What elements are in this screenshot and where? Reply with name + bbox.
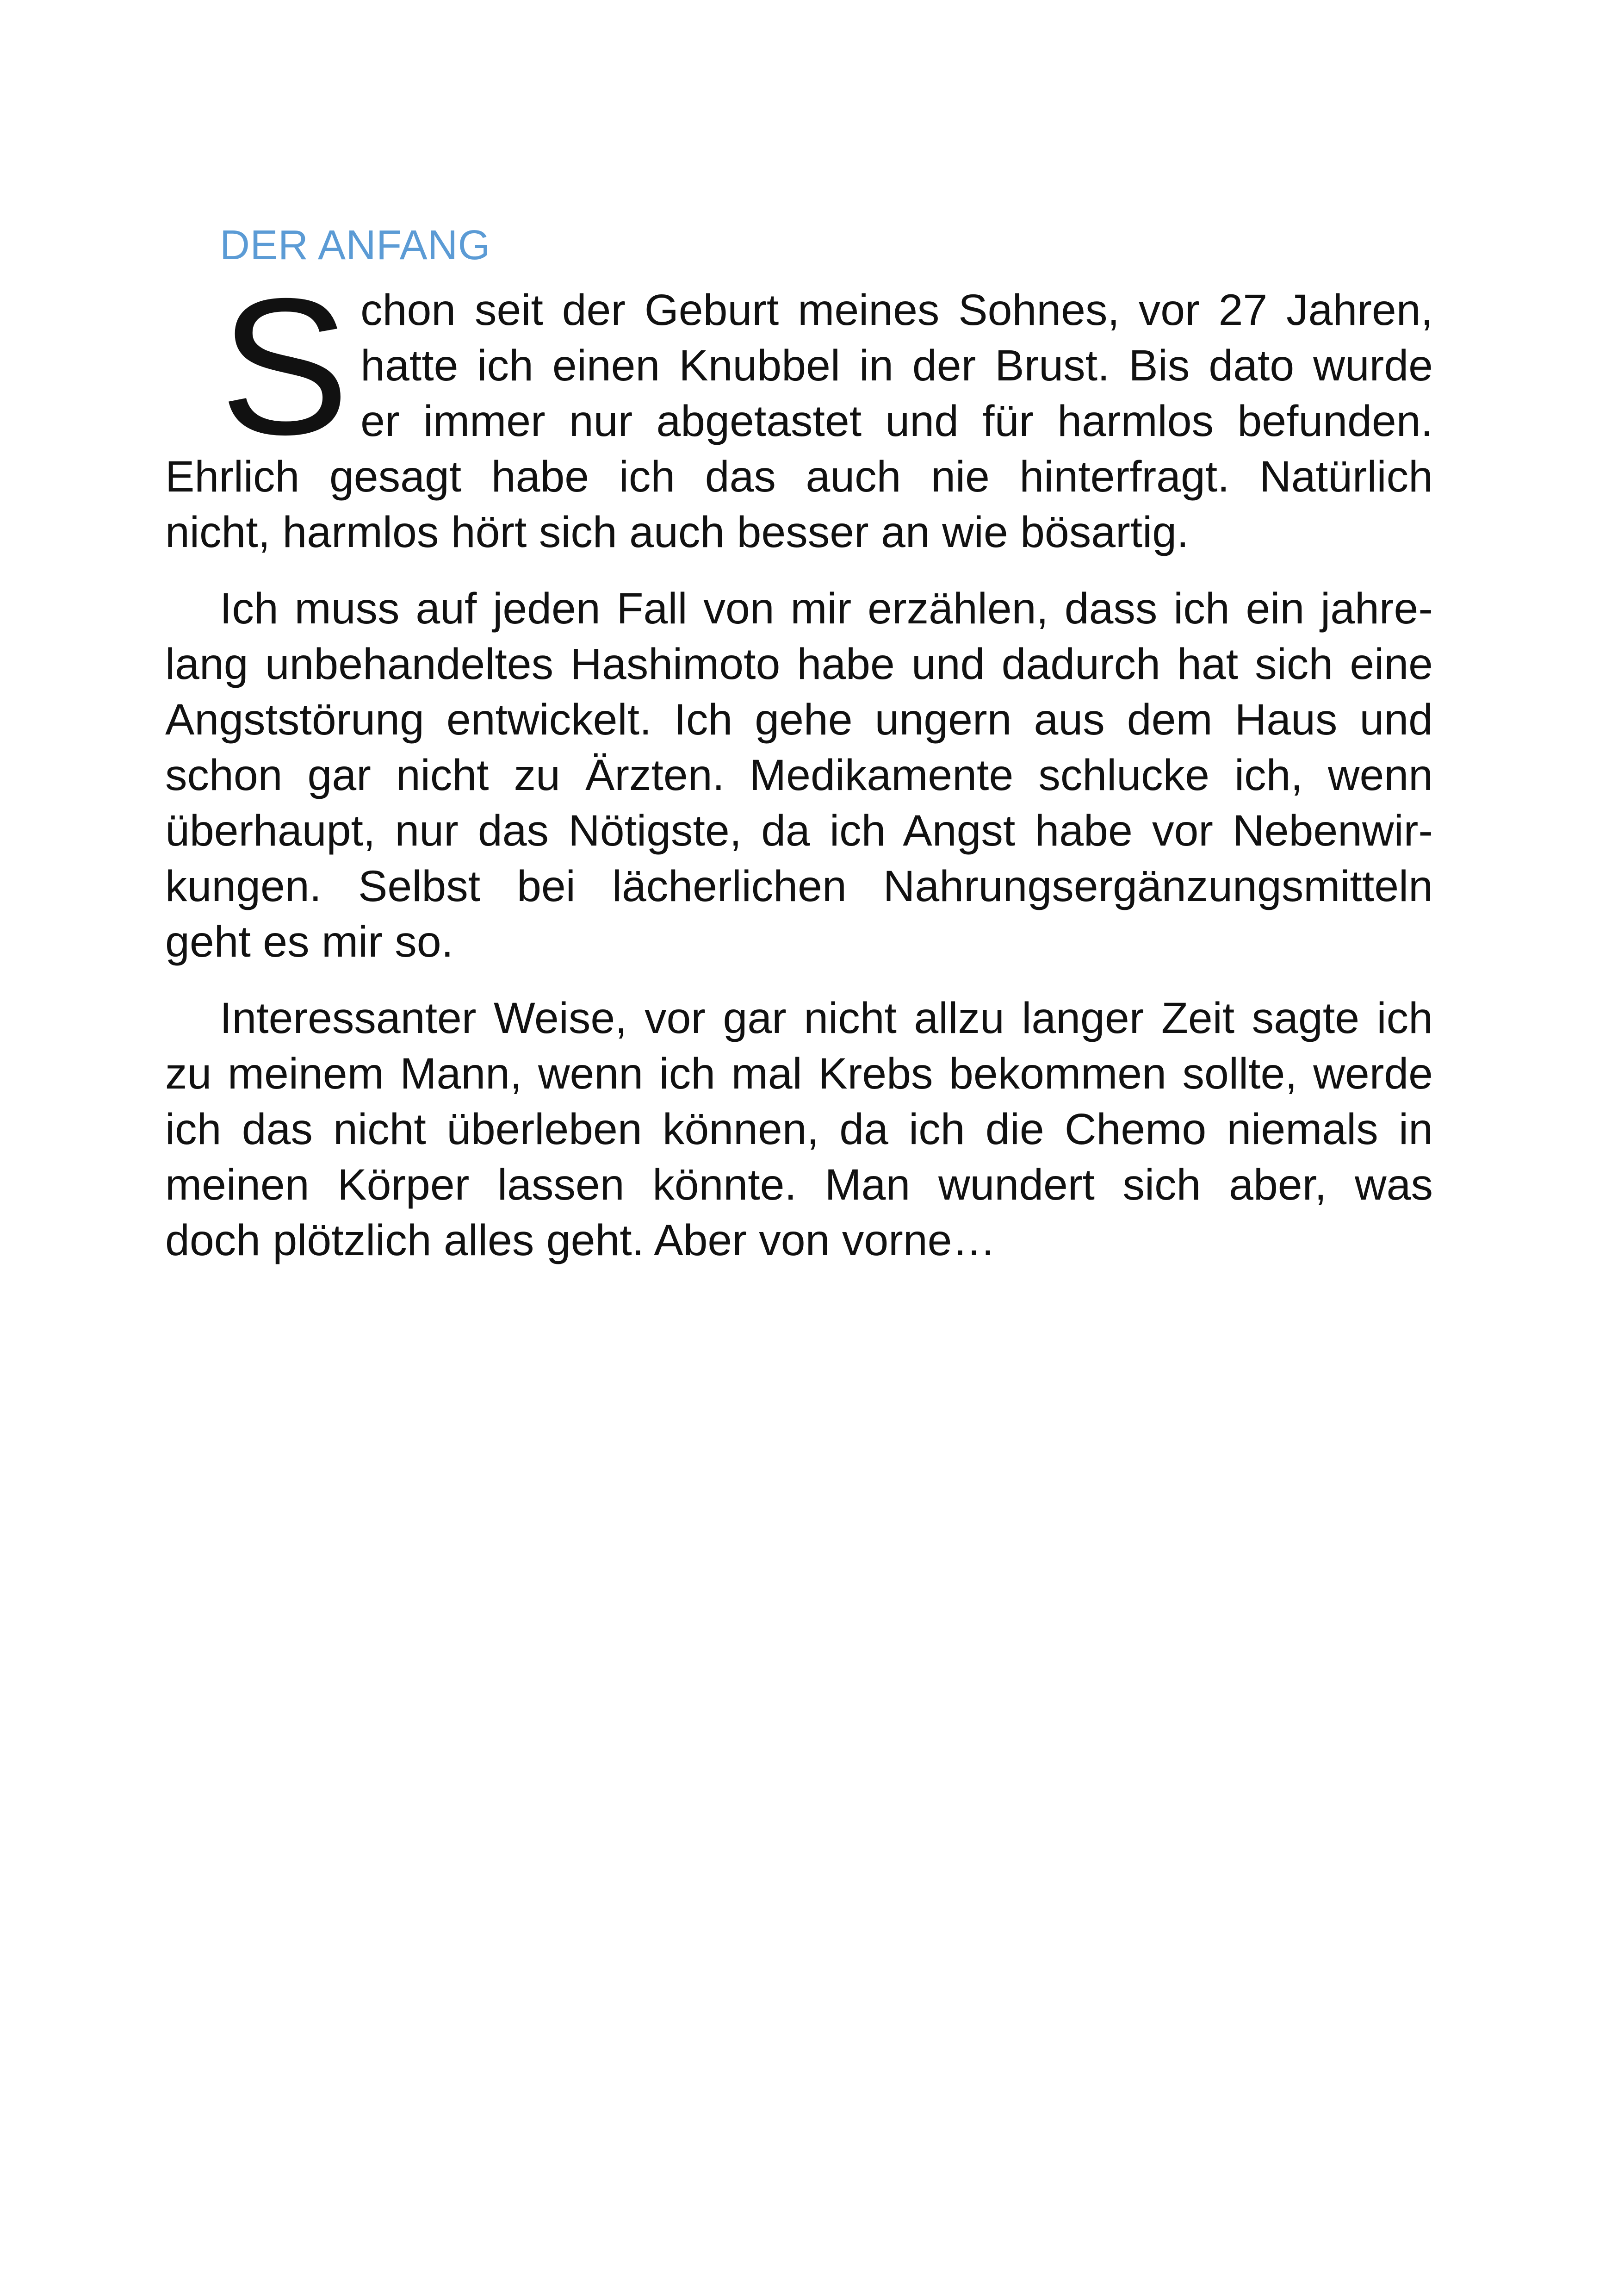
text-line: Ich muss auf jeden Fall von mir erzählen, dass ich ein jahre- [220,584,1433,633]
text-line: schon gar nicht zu Ärzten. Medikamente schlucke ich, wenn [165,751,1433,800]
text-line: er immer nur abgetastet und für harmlos befunden. [360,397,1433,446]
text-line: doch plötzlich alles geht. Aber von vorne… [165,1216,996,1265]
text-line: chon seit der Geburt meines Sohnes, vor 27 Jahren, [360,286,1433,335]
chapter-title: DER ANFANG [220,222,491,268]
text-line: Angststörung entwickelt. Ich gehe ungern aus dem Haus und [165,695,1433,744]
text-line: kungen. Selbst bei lächerlichen Nahrungsergänzungsmitteln [165,862,1433,911]
chapter-body [165,218,1433,1268]
text-line: zu meinem Mann, wenn ich mal Krebs bekommen sollte, werde [165,1049,1433,1098]
text-line: geht es mir so. [165,917,454,966]
drop-cap: S [220,258,350,475]
text-line: lang unbehandeltes Hashimoto habe und dadurch hat sich eine [165,640,1433,689]
text-line: hatte ich einen Knubbel in der Brust. Bis dato wurde [360,341,1433,390]
paragraph-3 [165,990,1433,1268]
paragraph-2 [165,581,1433,970]
text-line: meinen Körper lassen könnte. Man wundert sich aber, was [165,1160,1433,1209]
text-line: Interessanter Weise, vor gar nicht allzu langer Zeit sagte ich [220,994,1433,1043]
paragraph-1 [165,258,1433,560]
text-line: ich das nicht überleben können, da ich die Chemo niemals in [165,1105,1433,1154]
text-line: Ehrlich gesagt habe ich das auch nie hinterfragt. Natürlich [165,452,1433,501]
text-line: überhaupt, nur das Nötigste, da ich Angst habe vor Nebenwir- [165,806,1433,855]
text-line: nicht, harmlos hört sich auch besser an wie bösartig. [165,508,1189,557]
